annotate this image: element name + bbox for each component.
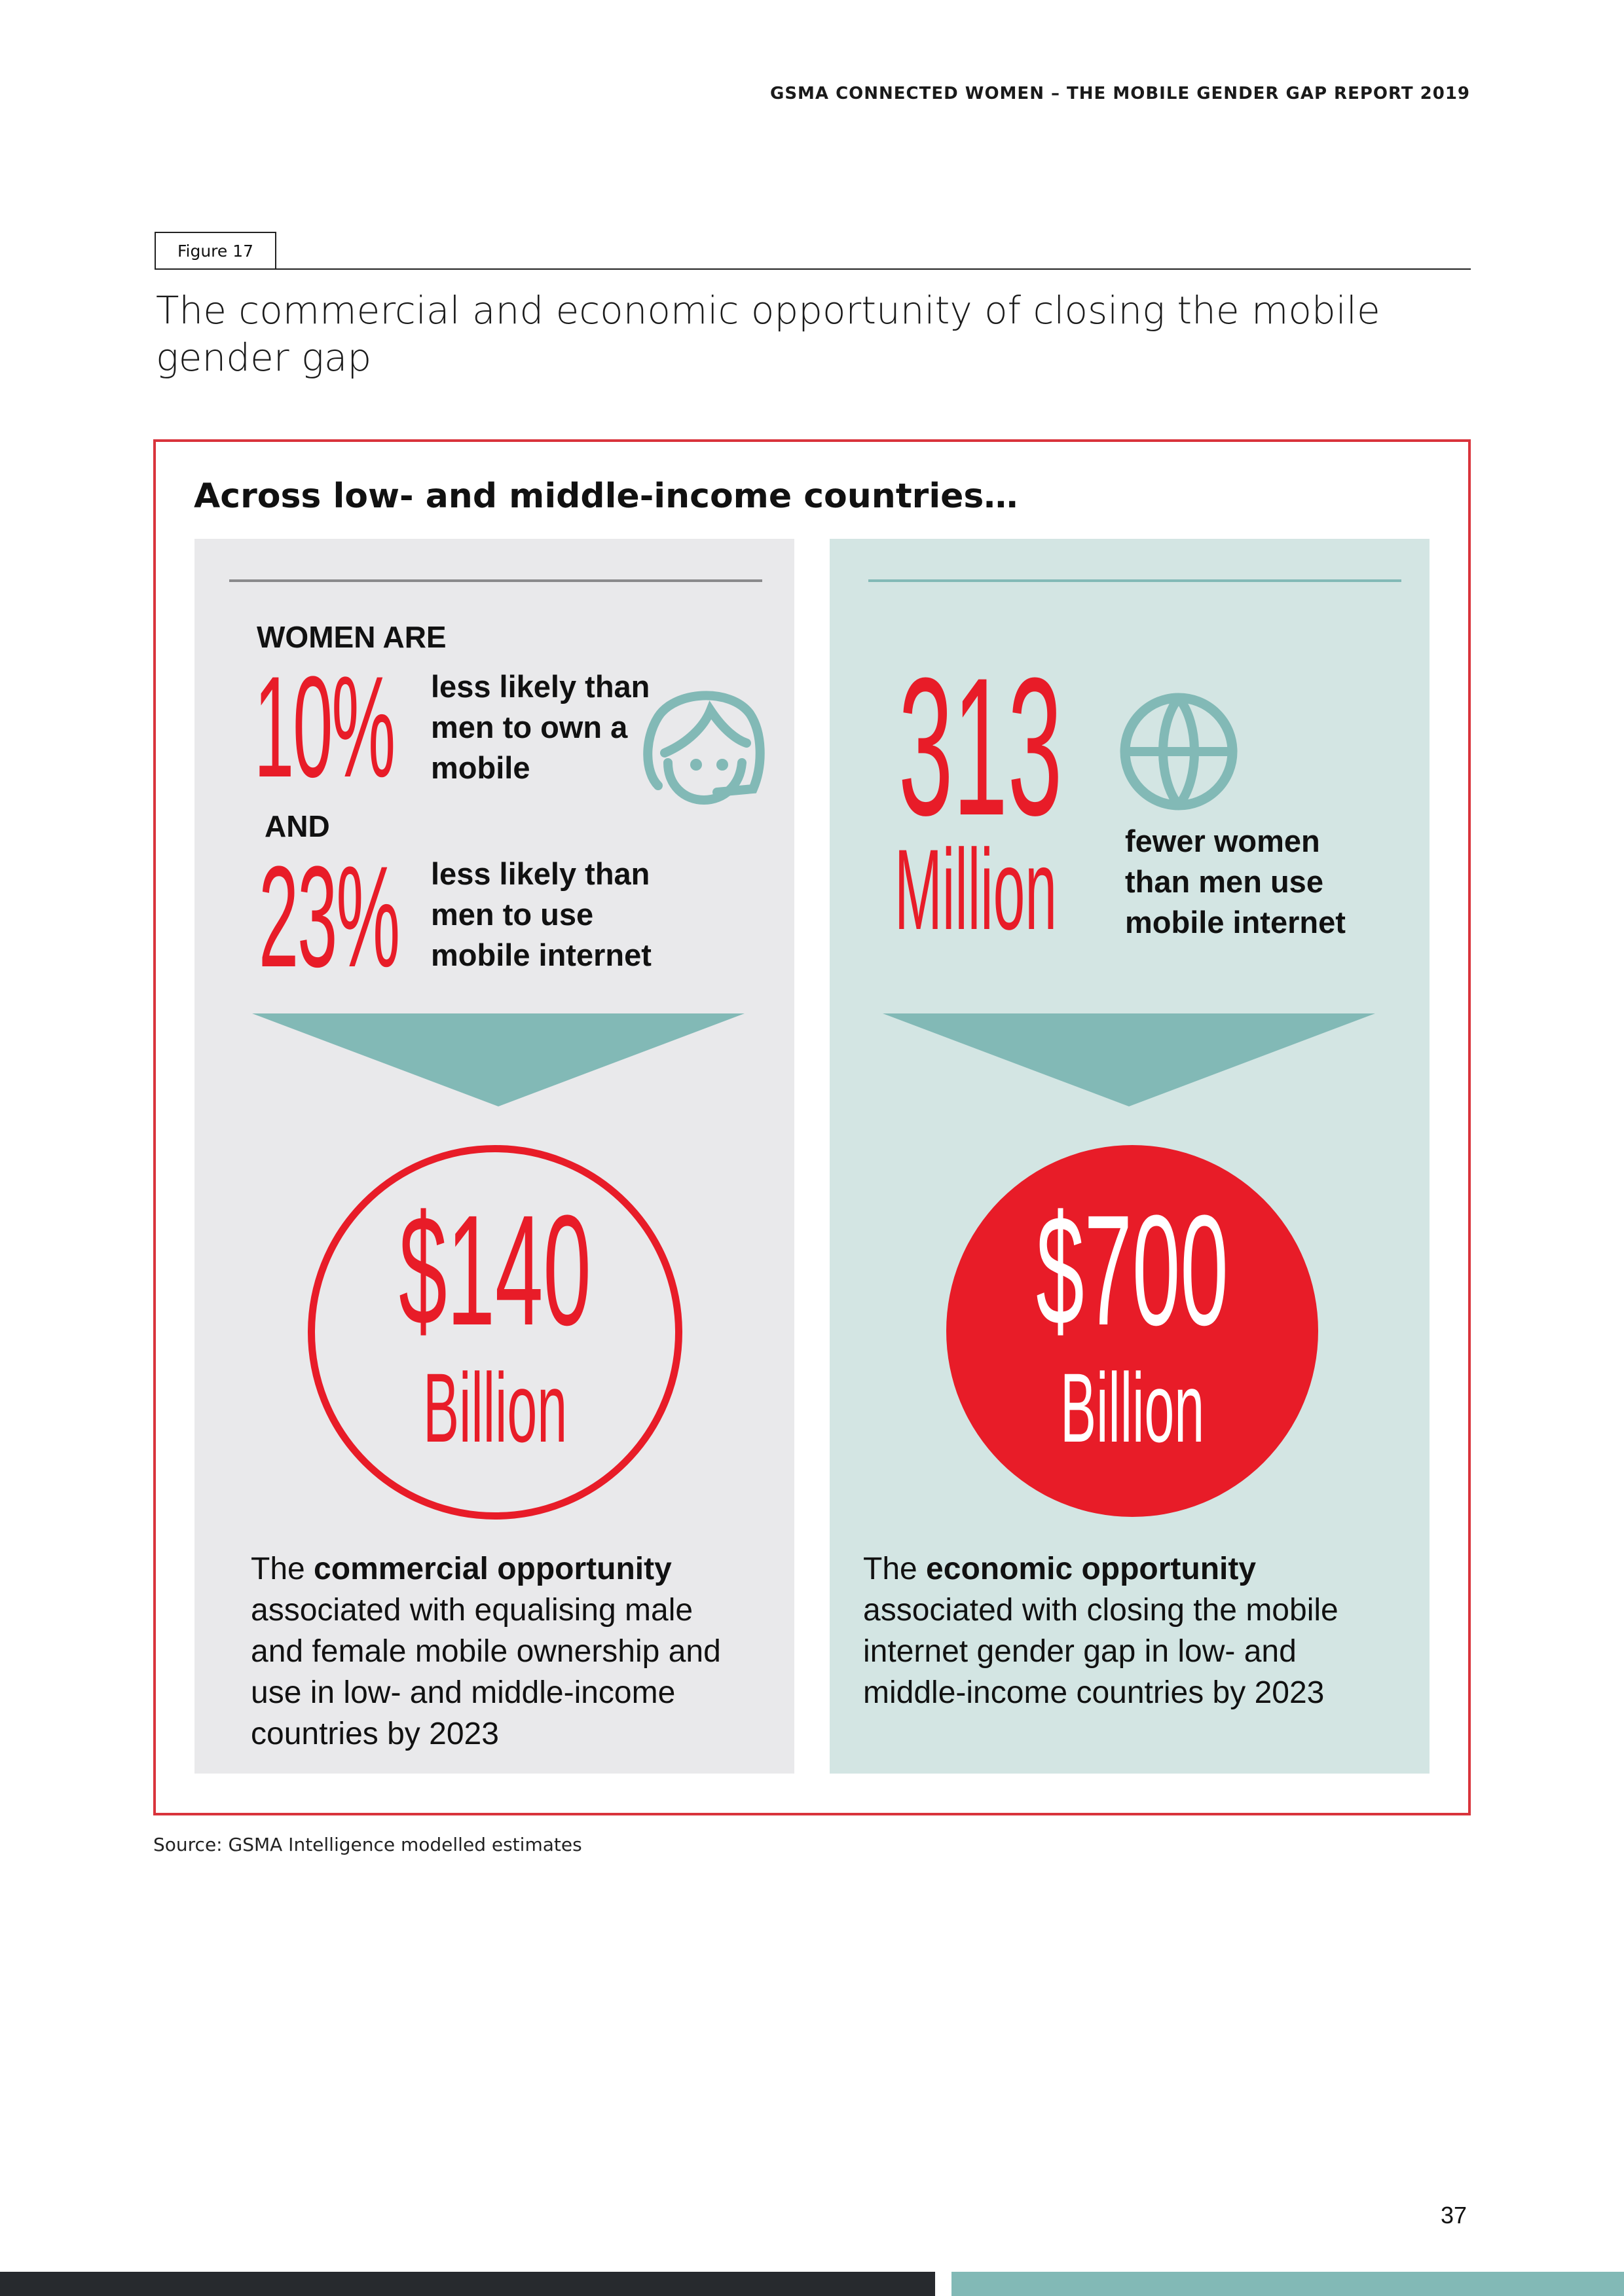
left-down-arrow (252, 1013, 745, 1108)
stat1-text: less likely than men to own a mobile (431, 669, 650, 785)
commercial-unit: Billion (422, 1353, 568, 1463)
figure-tag: Figure 17 (155, 232, 276, 268)
stat2-text: less likely than men to use mobile internet (431, 856, 652, 972)
globe-icon (1118, 691, 1239, 812)
women-count-text: fewer women than men use mobile internet (1125, 824, 1346, 939)
page-number: 37 (1441, 2202, 1467, 2229)
women-count-unit: Million (895, 826, 1057, 954)
left-panel-rule (229, 579, 762, 582)
economic-amount: $700 (1036, 1182, 1228, 1358)
footer-bar-teal (951, 2272, 1624, 2296)
economic-unit: Billion (1060, 1353, 1205, 1463)
frame-heading: Across low- and middle-income countries… (194, 477, 1018, 516)
commercial-description: The commercial opportunity associated with equalising male and female mobile ownership and use in low- and middle-income countries by 2023 (251, 1552, 721, 1751)
and-label: AND (265, 809, 330, 843)
figure-rule (155, 268, 1471, 270)
woman-face-icon (638, 681, 769, 805)
running-head: GSMA CONNECTED WOMEN – THE MOBILE GENDER GAP REPORT 2019 (769, 84, 1470, 103)
women-count-value: 313 (898, 636, 1063, 856)
figure-title: The commercial and economic opportunity of closing the mobile gender gap (156, 288, 1380, 380)
women-are-label: WOMEN ARE (257, 620, 447, 654)
stat2-value: 23% (259, 836, 399, 997)
economic-description: The economic opportunity associated with closing the mobile internet gender gap in low- and middle-income countries by 2023 (863, 1552, 1338, 1710)
commercial-amount: $140 (399, 1182, 591, 1358)
right-down-arrow (883, 1013, 1375, 1108)
footer-bar-dark (0, 2272, 935, 2296)
stat1-value: 10% (254, 646, 395, 807)
source-note: Source: GSMA Intelligence modelled estimates (153, 1834, 582, 1855)
right-panel-rule (868, 579, 1401, 582)
